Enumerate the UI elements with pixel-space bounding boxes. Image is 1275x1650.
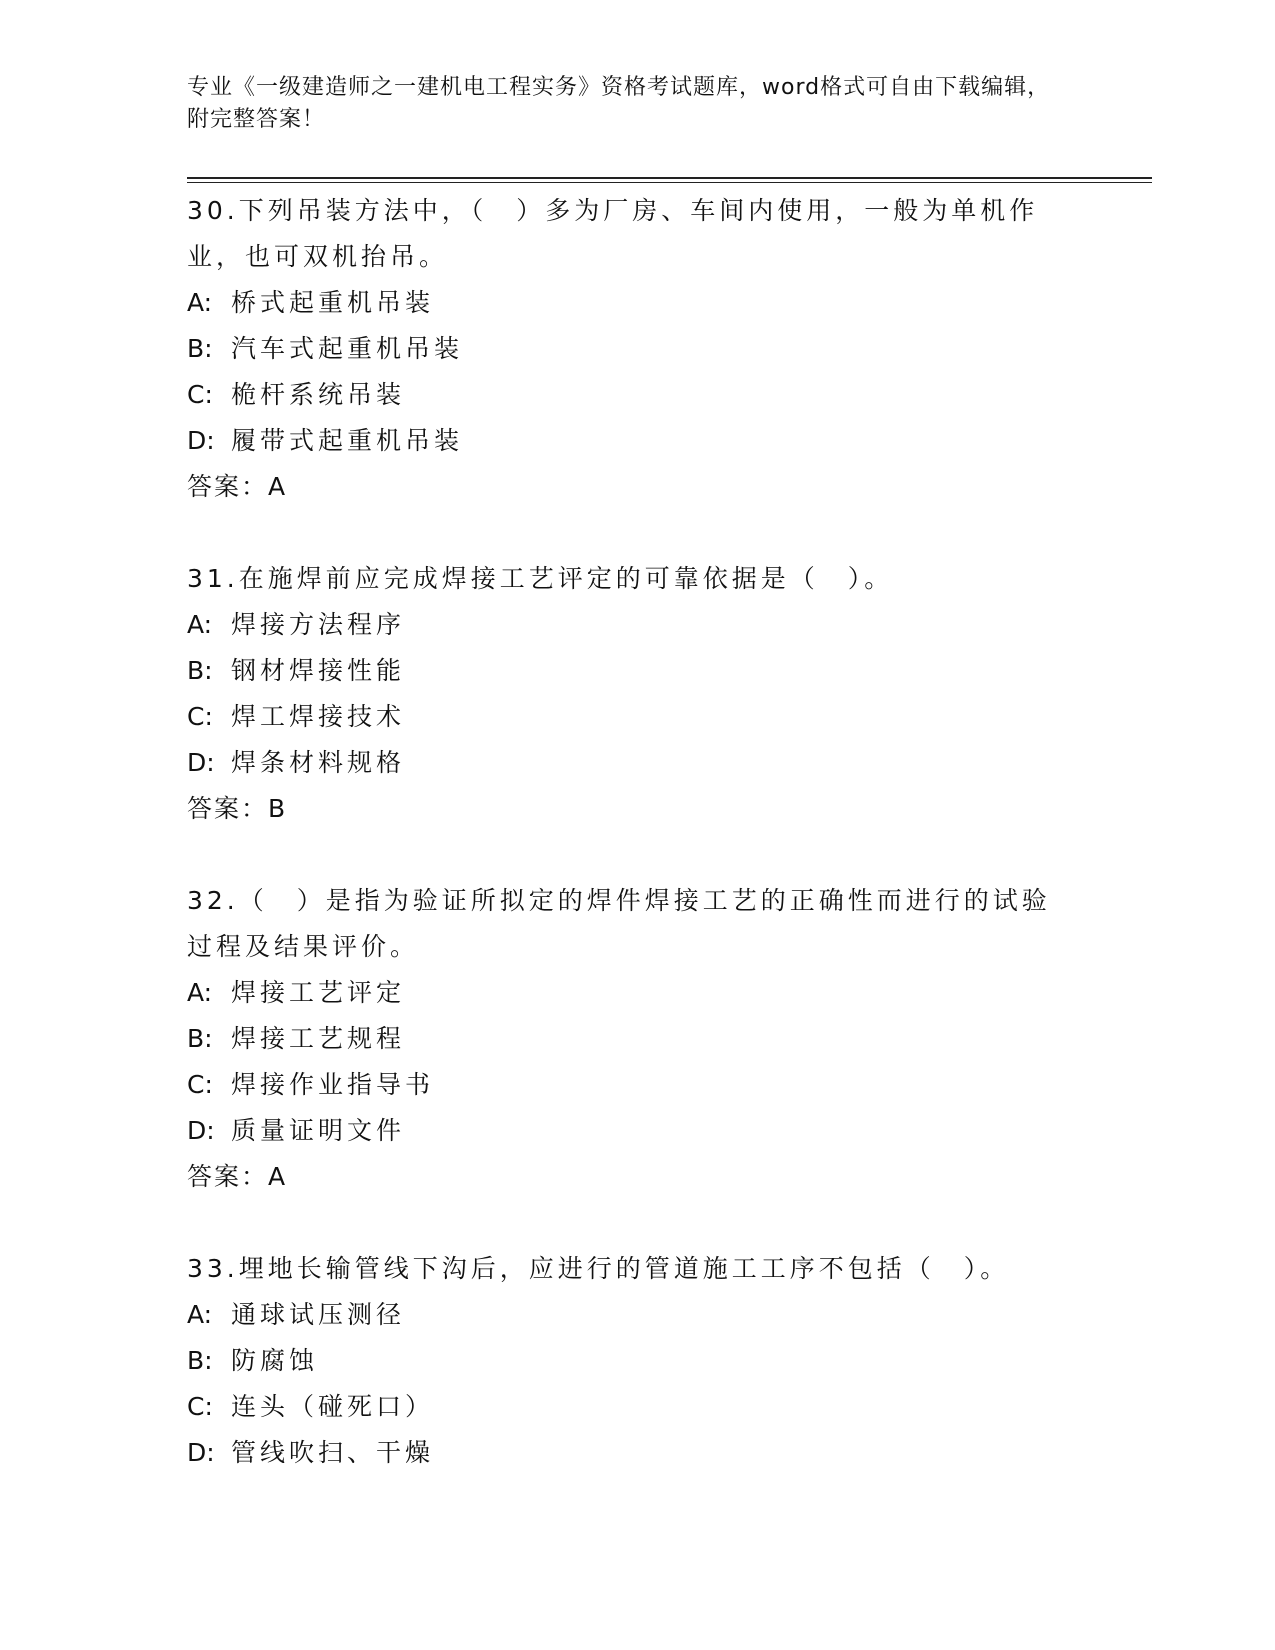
question-text: 30.下列吊装方法中，（ ）多为厂房、车间内使用，一般为单机作业，也可双机抬吊。: [187, 196, 1039, 271]
option-text: 焊接工艺评定: [231, 978, 406, 1007]
option-letter: B:: [187, 1024, 213, 1053]
option-d: [187, 1108, 1087, 1154]
option-c: [187, 372, 1087, 418]
option-text: 汽车式起重机吊装: [231, 334, 464, 363]
option-d: [187, 418, 1087, 464]
option-text: 防腐蚀: [231, 1346, 319, 1375]
option-a: [187, 602, 1087, 648]
option-text: 通球试压测径: [231, 1300, 406, 1329]
option-text: 质量证明文件: [231, 1116, 406, 1145]
option-letter: C:: [187, 1392, 213, 1421]
answer-line: 答案：A: [187, 472, 288, 501]
option-text: 桅杆系统吊装: [231, 380, 406, 409]
header-divider-thin: [187, 182, 1152, 183]
option-letter: B:: [187, 1346, 213, 1375]
option-b: [187, 648, 1087, 694]
option-text: 焊工焊接技术: [231, 702, 406, 731]
option-text: 焊接作业指导书: [231, 1070, 435, 1099]
option-letter: A:: [187, 610, 213, 639]
option-d: [187, 1430, 1087, 1476]
option-letter: D:: [187, 1438, 215, 1467]
option-letter: D:: [187, 426, 215, 455]
answer-line: 答案：B: [187, 794, 288, 823]
question-text: 31.在施焊前应完成焊接工艺评定的可靠依据是（ ）。: [187, 564, 894, 593]
option-text: 连头（碰死口）: [231, 1392, 435, 1421]
option-letter: C:: [187, 702, 213, 731]
option-letter: B:: [187, 656, 213, 685]
option-d: [187, 740, 1087, 786]
option-c: [187, 1384, 1087, 1430]
option-letter: D:: [187, 1116, 215, 1145]
option-text: 焊接工艺规程: [231, 1024, 406, 1053]
question-33: [187, 1246, 1087, 1476]
option-letter: D:: [187, 748, 215, 777]
document-header: 专业《一级建造师之一建机电工程实务》资格考试题库，word格式可自由下载编辑，附完整答案！: [187, 75, 1051, 132]
header-divider-thick: [187, 177, 1152, 179]
option-c: [187, 694, 1087, 740]
question-list: [187, 188, 1087, 1522]
option-b: [187, 1016, 1087, 1062]
option-a: [187, 1292, 1087, 1338]
option-letter: A:: [187, 978, 213, 1007]
option-letter: B:: [187, 334, 213, 363]
question-32: [187, 878, 1087, 1200]
option-letter: A:: [187, 1300, 213, 1329]
option-text: 焊接方法程序: [231, 610, 406, 639]
option-a: [187, 970, 1087, 1016]
question-text: 32.（ ）是指为验证所拟定的焊件焊接工艺的正确性而进行的试验过程及结果评价。: [187, 886, 1051, 961]
answer-line: 答案：A: [187, 1162, 288, 1191]
option-letter: C:: [187, 380, 213, 409]
option-a: [187, 280, 1087, 326]
option-letter: C:: [187, 1070, 213, 1099]
option-b: [187, 326, 1087, 372]
question-31: [187, 556, 1087, 832]
option-b: [187, 1338, 1087, 1384]
option-text: 焊条材料规格: [231, 748, 406, 777]
question-30: [187, 188, 1087, 510]
option-c: [187, 1062, 1087, 1108]
option-text: 管线吹扫、干燥: [231, 1438, 435, 1467]
option-text: 履带式起重机吊装: [231, 426, 464, 455]
option-text: 桥式起重机吊装: [231, 288, 435, 317]
question-text: 33.埋地长输管线下沟后，应进行的管道施工工序不包括（ ）。: [187, 1254, 1010, 1283]
option-text: 钢材焊接性能: [231, 656, 406, 685]
option-letter: A:: [187, 288, 213, 317]
